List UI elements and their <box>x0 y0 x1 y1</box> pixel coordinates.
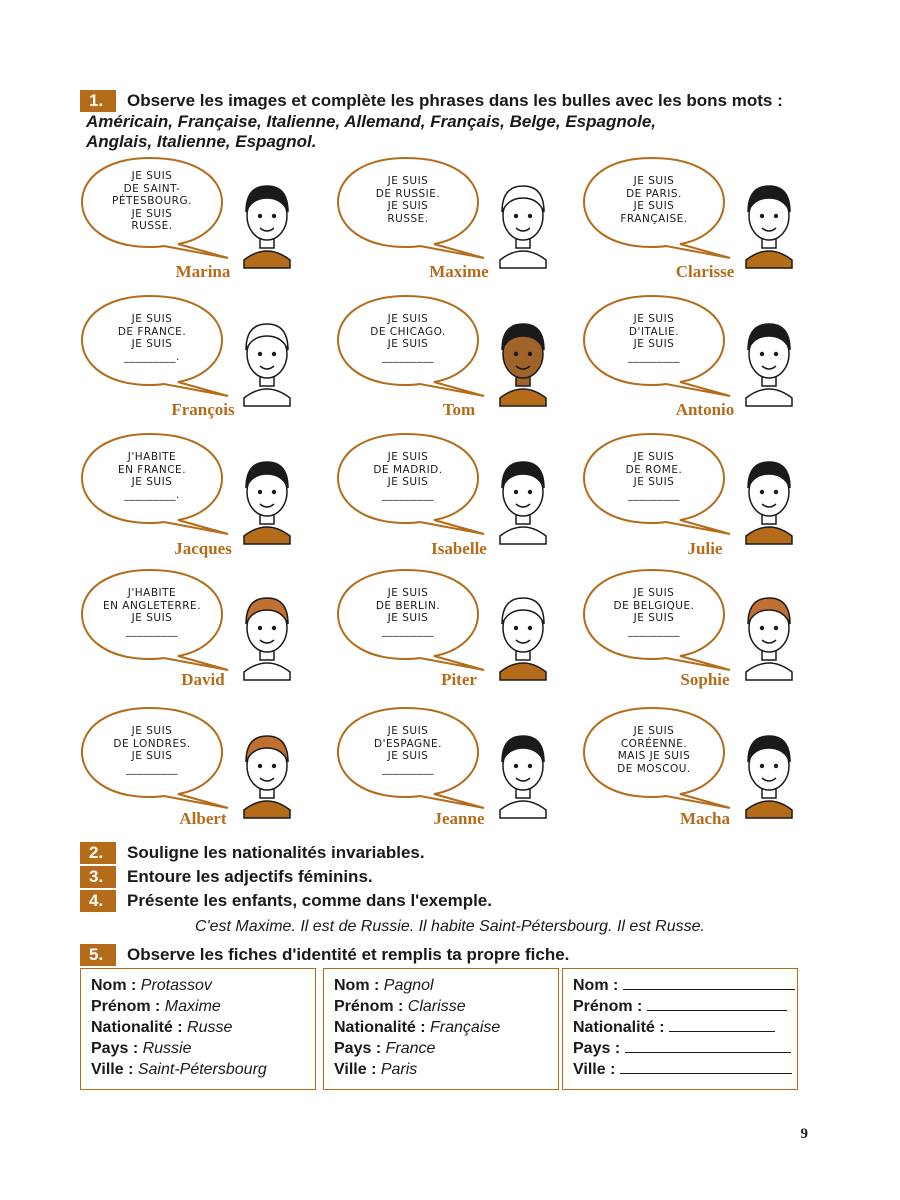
bubble-line: JE SUIS <box>387 612 429 624</box>
exercise-3-text: Entoure les adjectifs féminins. <box>127 867 373 886</box>
identity-card-clarisse <box>323 968 559 1090</box>
bubble-line: DE BERLIN. <box>375 599 441 612</box>
bubble-line: JE SUIS <box>131 170 173 182</box>
exercise-1-words-line1: Américain, Française, Italienne, Allemand, Français, Belge, Espagnole, <box>86 112 657 131</box>
bubble-line: RUSSE. <box>131 220 173 232</box>
card-value-pays: France <box>385 1040 436 1057</box>
bubble-line: PÉTESBOURG. <box>112 195 192 207</box>
bubble-text-tom <box>338 313 478 363</box>
bubble-line: JE SUIS <box>131 750 173 762</box>
child-name-sophie: Sophie <box>680 670 730 689</box>
bubble-line: JE SUIS <box>387 338 429 350</box>
bubble-line: JE SUIS <box>633 612 675 624</box>
card-value-nom: Pagnol <box>383 977 434 994</box>
bubble-line[interactable]: _________ <box>628 350 680 363</box>
bubble-text-antonio <box>584 313 724 363</box>
bubble-line: DE PARIS. <box>626 187 682 200</box>
portrait-isabelle <box>488 454 558 544</box>
exercise-3-number: 3. <box>80 866 116 888</box>
bubble-line[interactable]: _________ <box>382 488 434 501</box>
child-name-francois: François <box>171 400 235 419</box>
bubble-text-jacques <box>82 451 222 501</box>
bubble-text-maxime <box>338 175 478 225</box>
child-name-macha: Macha <box>679 809 731 828</box>
bubble-line: DE MOSCOU. <box>617 762 691 775</box>
bubble-line: JE SUIS <box>633 476 675 488</box>
bubble-line: JE SUIS <box>387 200 429 212</box>
card-label-prenom: Prénom : <box>91 998 161 1015</box>
bubble-line: FRANÇAISE. <box>620 212 688 225</box>
bubble-line[interactable]: _________ <box>628 488 680 501</box>
page-number: 9 <box>800 1126 808 1142</box>
card-label-pays: Pays : <box>573 1040 621 1057</box>
bubble-line[interactable]: _________ <box>382 350 434 363</box>
exercise-1-number: 1. <box>80 90 116 112</box>
bubble-line: JE SUIS <box>387 313 429 325</box>
bubble-line: JE SUIS <box>131 313 173 325</box>
bubble-line: D'ITALIE. <box>628 325 680 338</box>
portrait-julie <box>734 454 804 544</box>
portrait-david <box>232 590 302 680</box>
bubble-line: JE SUIS <box>633 587 675 599</box>
card-value-ville: Paris <box>380 1061 418 1078</box>
card-value-pays: Russie <box>142 1040 192 1057</box>
bubble-line[interactable]: _________ <box>628 624 680 637</box>
card-label-nom: Nom : <box>573 977 619 994</box>
child-name-maxime: Maxime <box>429 262 489 281</box>
exercise-2-text: Souligne les nationalités invariables. <box>127 843 425 862</box>
child-name-antonio: Antonio <box>675 400 735 419</box>
bubble-line: DE RUSSIE. <box>375 187 441 200</box>
bubble-text-albert <box>82 725 222 775</box>
card-blank-ville[interactable] <box>620 1059 792 1074</box>
card-label-nationalite: Nationalité : <box>573 1019 665 1036</box>
bubble-line: DE LONDRES. <box>113 737 191 750</box>
bubble-line: JE SUIS <box>633 451 675 463</box>
card-value-ville: Saint-Pétersbourg <box>137 1061 267 1078</box>
bubble-line[interactable]: _________. <box>124 488 180 501</box>
bubble-line: DE CHICAGO. <box>370 325 446 338</box>
bubble-line: JE SUIS <box>633 175 675 187</box>
bubble-line: JE SUIS <box>387 750 429 762</box>
card-blank-pays[interactable] <box>625 1038 791 1053</box>
card-value-prenom: Clarisse <box>407 998 466 1015</box>
card-label-prenom: Prénom : <box>334 998 404 1015</box>
bubble-line: JE SUIS <box>131 476 173 488</box>
child-name-isabelle: Isabelle <box>431 539 487 558</box>
bubble-line: RUSSE. <box>387 212 429 225</box>
exercise-1-instruction: Observe les images et complète les phrases dans les bulles avec les bons mots : <box>127 91 783 110</box>
card-label-pays: Pays : <box>334 1040 382 1057</box>
bubble-line[interactable]: _________ <box>382 624 434 637</box>
child-name-tom: Tom <box>442 400 476 419</box>
portrait-maxime <box>488 178 558 268</box>
exercise-5-text: Observe les fiches d'identité et remplis ta propre fiche. <box>127 945 570 964</box>
card-label-ville: Ville : <box>334 1061 377 1078</box>
portrait-jacques <box>232 454 302 544</box>
bubble-line: MAIS JE SUIS <box>617 750 691 762</box>
portrait-sophie <box>734 590 804 680</box>
child-name-julie: Julie <box>687 539 723 558</box>
bubble-line: JE SUIS <box>387 725 429 737</box>
card-value-prenom: Maxime <box>164 998 221 1015</box>
child-name-jacques: Jacques <box>174 539 232 558</box>
bubble-line: JE SUIS <box>387 451 429 463</box>
bubble-line: JE SUIS <box>633 338 675 350</box>
exercise-2-number: 2. <box>80 842 116 864</box>
bubble-line: DE MADRID. <box>373 463 443 476</box>
bubble-line: JE SUIS <box>387 587 429 599</box>
bubble-text-julie <box>584 451 724 501</box>
bubble-line: JE SUIS <box>633 200 675 212</box>
exercise-1-words-line2: Anglais, Italienne, Espagnol. <box>86 132 317 151</box>
card-label-nom: Nom : <box>334 977 380 994</box>
bubble-line: DE SAINT- <box>123 182 181 195</box>
exercise-5-number: 5. <box>80 944 116 966</box>
child-name-jeanne: Jeanne <box>433 809 485 828</box>
bubble-line[interactable]: _________ <box>126 762 178 775</box>
bubble-line: J'HABITE <box>127 587 177 599</box>
bubble-line: CORÉENNE. <box>620 737 688 750</box>
example-sentence: C'est Maxime. Il est de Russie. Il habite Saint-Pétersbourg. Il est Russe. <box>195 918 705 935</box>
child-name-marina: Marina <box>175 262 231 281</box>
child-name-clarisse: Clarisse <box>675 262 735 281</box>
bubble-line: J'HABITE <box>127 451 177 463</box>
portrait-clarisse <box>734 178 804 268</box>
bubble-text-francois <box>82 313 222 363</box>
bubble-line: JE SUIS <box>131 725 173 737</box>
bubble-line: DE FRANCE. <box>117 325 187 338</box>
exercise-4-text: Présente les enfants, comme dans l'exemple. <box>127 891 492 910</box>
exercise-4-number: 4. <box>80 890 116 912</box>
bubble-line: JE SUIS <box>387 175 429 187</box>
card-label-nationalite: Nationalité : <box>91 1019 183 1036</box>
bubble-text-david <box>82 587 222 637</box>
bubble-line: JE SUIS <box>633 725 675 737</box>
bubble-line[interactable]: _________ <box>126 624 178 637</box>
child-name-david: David <box>181 670 225 689</box>
bubble-line: EN FRANCE. <box>117 463 187 476</box>
bubble-line: JE SUIS <box>387 476 429 488</box>
child-name-albert: Albert <box>179 809 227 828</box>
portrait-marina <box>232 178 302 268</box>
child-name-piter: Piter <box>441 670 477 689</box>
portrait-macha <box>734 728 804 818</box>
card-blank-nom[interactable] <box>623 975 795 990</box>
bubble-text-macha <box>584 725 724 775</box>
bubble-line[interactable]: _________ <box>382 762 434 775</box>
card-blank-prenom[interactable] <box>647 996 787 1011</box>
bubble-line: DE BELGIQUE. <box>613 599 695 612</box>
bubble-line: JE SUIS <box>131 338 173 350</box>
bubble-text-marina <box>82 170 222 233</box>
bubble-line: JE SUIS <box>633 313 675 325</box>
card-value-nationalite: Française <box>430 1019 501 1036</box>
bubble-text-piter <box>338 587 478 637</box>
bubble-line: DE ROME. <box>625 463 683 476</box>
bubble-line: JE SUIS <box>131 207 173 220</box>
card-label-prenom: Prénom : <box>573 998 643 1015</box>
card-label-ville: Ville : <box>573 1061 616 1078</box>
portrait-tom <box>488 316 558 406</box>
portrait-francois <box>232 316 302 406</box>
bubble-text-clarisse <box>584 175 724 225</box>
portrait-antonio <box>734 316 804 406</box>
bubble-text-sophie <box>584 587 724 637</box>
bubble-line: JE SUIS <box>131 612 173 624</box>
card-value-nationalite: Russe <box>187 1019 233 1036</box>
card-label-nom: Nom : <box>91 977 137 994</box>
portrait-piter <box>488 590 558 680</box>
card-label-ville: Ville : <box>91 1061 134 1078</box>
identity-card-own[interactable] <box>562 968 798 1090</box>
card-label-nationalite: Nationalité : <box>334 1019 426 1036</box>
identity-card-maxime <box>80 968 316 1090</box>
bubble-line[interactable]: _________. <box>124 350 180 363</box>
card-value-nom: Protassov <box>140 977 212 994</box>
bubble-text-isabelle <box>338 451 478 501</box>
bubble-line: EN ANGLETERRE. <box>102 599 202 612</box>
bubble-text-jeanne <box>338 725 478 775</box>
portrait-jeanne <box>488 728 558 818</box>
portrait-albert <box>232 728 302 818</box>
card-blank-nationalite[interactable] <box>669 1017 775 1032</box>
card-label-pays: Pays : <box>91 1040 139 1057</box>
bubble-line: D'ESPAGNE. <box>374 737 442 750</box>
